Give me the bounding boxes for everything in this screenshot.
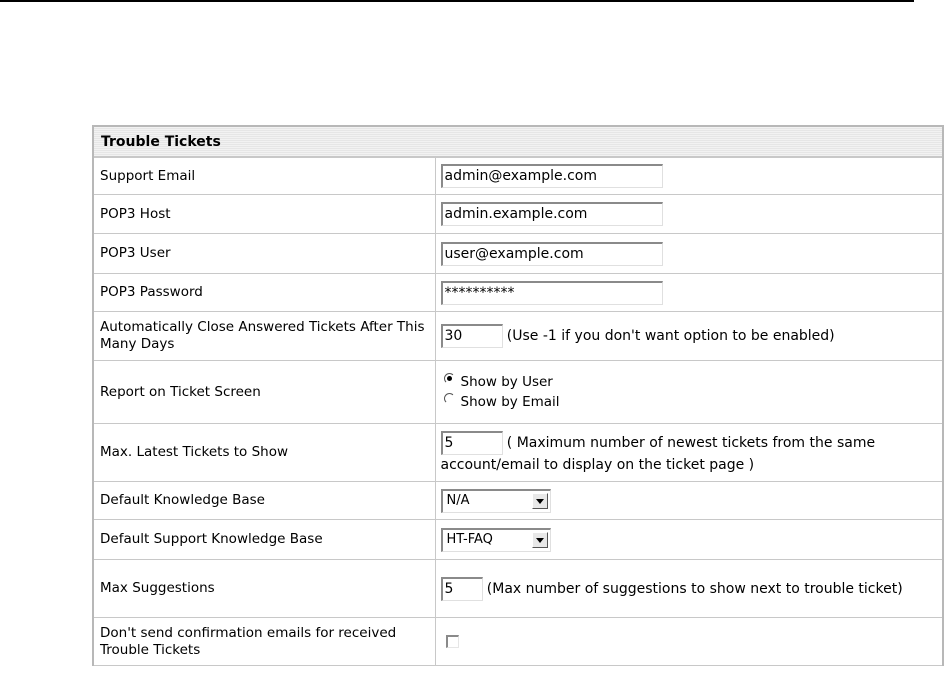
no-confirm-checkbox[interactable] (446, 635, 459, 648)
max-latest-cell (435, 424, 942, 482)
trouble-tickets-panel (92, 125, 944, 666)
panel-title: Trouble Tickets (94, 127, 942, 157)
radio-option-email[interactable] (441, 392, 938, 412)
radio-email-label: Show by Email (460, 394, 560, 410)
settings-table (94, 157, 942, 666)
pop3-password-input[interactable]: ********** (441, 281, 663, 305)
no-confirm-label: Don't send confirmation emails for received Trouble Tickets (94, 618, 435, 666)
max-suggestions-input[interactable]: 5 (441, 577, 483, 601)
default-kb-selected: N/A (446, 493, 470, 508)
top-divider (0, 0, 914, 2)
table-row (94, 618, 942, 666)
report-screen-label: Report on Ticket Screen (94, 361, 435, 424)
report-screen-cell (435, 361, 942, 424)
default-support-kb-select[interactable] (441, 528, 551, 552)
radio-email[interactable] (444, 393, 455, 404)
table-row (94, 312, 942, 361)
default-kb-cell (435, 482, 942, 520)
pop3-host-input[interactable]: admin.example.com (441, 202, 663, 226)
pop3-host-label: POP3 Host (94, 195, 435, 234)
table-row (94, 234, 942, 274)
table-row (94, 520, 942, 560)
radio-user[interactable] (444, 373, 455, 384)
table-row (94, 158, 942, 195)
no-confirm-cell (435, 618, 942, 666)
max-latest-label: Max. Latest Tickets to Show (94, 424, 435, 482)
table-row (94, 482, 942, 520)
pop3-user-input[interactable]: user@example.com (441, 242, 663, 266)
max-latest-input[interactable]: 5 (441, 431, 503, 455)
table-row (94, 274, 942, 312)
pop3-password-cell (435, 274, 942, 312)
max-suggestions-cell (435, 560, 942, 618)
support-email-label: Support Email (94, 158, 435, 195)
table-row (94, 361, 942, 424)
default-support-kb-cell (435, 520, 942, 560)
max-latest-hint: ( Maximum number of newest tickets from the same account/email to display on the ticket page ) (440, 434, 876, 473)
max-suggestions-hint: (Max number of suggestions to show next to trouble ticket) (486, 580, 903, 597)
chevron-down-icon[interactable] (532, 493, 548, 509)
default-kb-select[interactable] (441, 489, 551, 513)
default-kb-label: Default Knowledge Base (94, 482, 435, 520)
table-row (94, 560, 942, 618)
table-row (94, 195, 942, 234)
pop3-user-cell (435, 234, 942, 274)
default-support-kb-label: Default Support Knowledge Base (94, 520, 435, 560)
auto-close-label: Automatically Close Answered Tickets After This Many Days (94, 312, 435, 361)
chevron-down-icon[interactable] (532, 532, 548, 548)
pop3-password-label: POP3 Password (94, 274, 435, 312)
pop3-user-label: POP3 User (94, 234, 435, 274)
support-email-cell (435, 158, 942, 195)
support-email-input[interactable]: admin@example.com (441, 164, 663, 188)
auto-close-days-input[interactable]: 30 (441, 324, 503, 348)
auto-close-hint: (Use -1 if you don't want option to be enabled) (506, 328, 835, 344)
table-row (94, 424, 942, 482)
radio-option-user[interactable] (441, 372, 938, 392)
max-suggestions-label: Max Suggestions (94, 560, 435, 618)
auto-close-cell (435, 312, 942, 361)
pop3-host-cell (435, 195, 942, 234)
default-support-kb-selected: HT-FAQ (446, 532, 493, 547)
radio-user-label: Show by User (460, 374, 553, 390)
